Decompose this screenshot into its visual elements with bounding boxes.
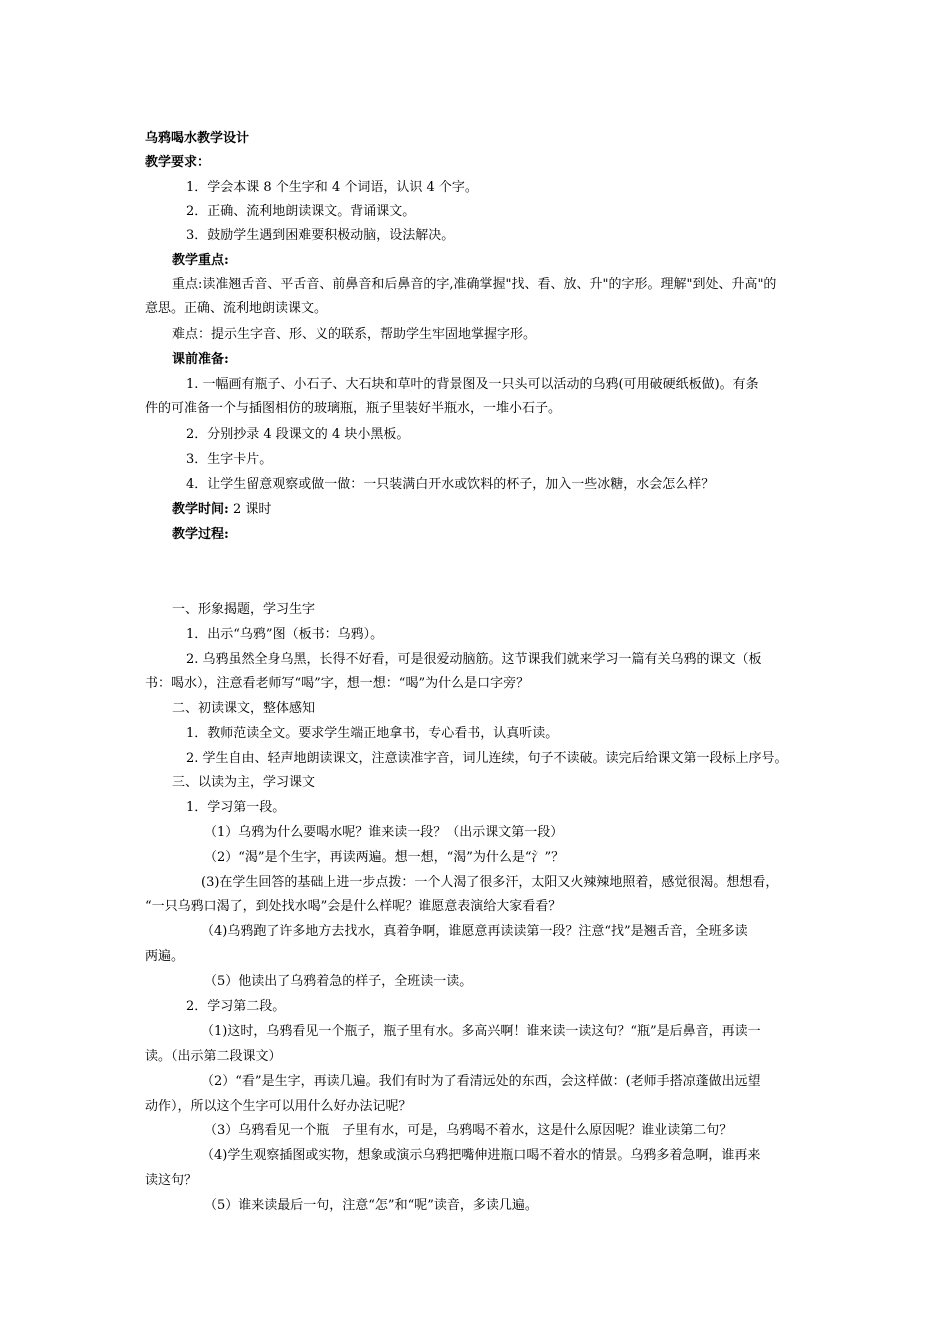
teaching-time-value: 2 课时 xyxy=(228,502,272,517)
key-points-heading: 教学重点: xyxy=(172,253,229,268)
part-1-step-4-line-1: （4)乌鸦跑了许多地方去找水，真着争啊，谁愿意再读读第一段？注意“找”是翘舌音，全班多读 xyxy=(201,924,748,939)
preparation-item-2: 2．分别抄录 4 段课文的 4 块小黑板。 xyxy=(186,427,410,442)
key-points-line-2: 意思。正确、流利地朗读课文。 xyxy=(145,301,328,316)
part-2-step-1-line-2: 读。（出示第二段课文） xyxy=(145,1049,282,1064)
section-1-title: 一、形象揭题，学习生字 xyxy=(172,602,316,617)
teaching-time-label: 教学时间: xyxy=(172,502,229,517)
preparation-item-3: 3．生字卡片。 xyxy=(186,452,273,467)
requirement-item-3: 3．鼓励学生遇到困难要积极动脑，设法解决。 xyxy=(186,228,455,243)
part-1-step-3-line-1: (3)在学生回答的基础上进一步点拨：一个人渴了很多汗，太阳又火辣辣地照着，感觉很渴。想想看， xyxy=(201,875,779,890)
requirements-heading: 教学要求： xyxy=(145,155,211,170)
section-2-item-2: 2. 学生自由、轻声地朗读课文，注意读准字音，词儿连续，句子不读破。读完后给课文第一段标上序号。 xyxy=(186,751,788,766)
section-2-title: 二、初读课文，整体感知 xyxy=(172,701,316,716)
part-1-step-5: （5）他读出了乌鸦着急的样子，全班读一读。 xyxy=(204,974,473,989)
part-2-step-1-line-1: （1)这时，乌鸦看见一个瓶子，瓶子里有水。多高兴啊！谁来读一读这句？“瓶”是后鼻音，再读一 xyxy=(201,1024,761,1039)
section-1-item-1: 1．出示“乌鸦”图（板书：乌鸦）。 xyxy=(186,627,384,642)
key-points-line-1: 重点:读准翘舌音、平舌音、前鼻音和后鼻音的字,准确掌握"找、看、放、升"的字形。理解"到处、升高"的 xyxy=(172,277,777,292)
difficulty-line: 难点：提示生字音、形、义的联系，帮助学生牢固地掌握字形。 xyxy=(172,327,537,342)
part-2-step-4-line-1: （4)学生观察插图或实物，想象或演示乌鸦把嘴伸进瓶口喝不着水的情景。乌鸦多着急啊，谁再来 xyxy=(201,1148,761,1163)
part-1-step-4-line-2: 两遍。 xyxy=(145,949,185,964)
part-1-step-1: （1）乌鸦为什么要喝水呢？谁来读一段？（出示课文第一段） xyxy=(204,825,564,840)
part-2-step-3: （3）乌鸦看见一个瓶 子里有水，可是，乌鸦喝不着水，这是什么原因呢？谁业读第二句？ xyxy=(204,1123,733,1138)
preparation-heading: 课前准备: xyxy=(172,352,229,367)
preparation-item-4: 4．让学生留意观察或做一做：一只装满白开水或饮料的杯子，加入一些冰糖，水会怎么样？ xyxy=(186,477,715,492)
preparation-item-1-line-2: 件的可准备一个与插图相仿的玻璃瓶，瓶子里装好半瓶水，一堆小石子。 xyxy=(145,401,562,416)
part-2-step-2-line-2: 动作），所以这个生字可以用什么好办法记呢？ xyxy=(145,1099,412,1114)
part-2-step-4-line-2: 读这句？ xyxy=(145,1173,198,1188)
section-1-item-2-line-2: 书：喝水），注意看老师写“喝”字，想一想：“喝”为什么是口字旁？ xyxy=(145,676,530,691)
section-2-item-1: 1．教师范读全文。要求学生端正地拿书，专心看书，认真听读。 xyxy=(186,726,559,741)
part-2-step-5: （5）谁来读最后一句，注意“怎”和“呢”读音，多读几遍。 xyxy=(204,1198,538,1213)
process-heading: 教学过程: xyxy=(172,527,229,542)
section-1-item-2-line-1: 2. 乌鸦虽然全身乌黑，长得不好看，可是很爱动脑筋。这节课我们就来学习一篇有关乌鸦的课文（板 xyxy=(186,652,762,667)
part-2-step-2-line-1: （2）“看”是生字，再读几遍。我们有时为了看清远处的东西，会这样做：(老师手搭凉蓬做出远望 xyxy=(201,1074,761,1089)
requirement-item-1: 1．学会本课 8 个生字和 4 个词语，认识 4 个字。 xyxy=(186,180,478,195)
requirement-item-2: 2．正确、流利地朗读课文。背诵课文。 xyxy=(186,204,416,219)
part-2-title: 2．学习第二段。 xyxy=(186,999,286,1014)
section-3-title: 三、以读为主，学习课文 xyxy=(172,775,316,790)
part-1-step-3-line-2: “一只乌鸦口渴了，到处找水喝”会是什么样呢？谁愿意表演给大家看看？ xyxy=(145,899,562,914)
preparation-item-1-line-1: 1. 一幅画有瓶子、小石子、大石块和草叶的背景图及一只头可以活动的乌鸦(可用破硬纸板做)。有条 xyxy=(186,377,759,392)
part-1-step-2: （2）“渴”是个生字，再读两遍。想一想，“渴”为什么是“氵”？ xyxy=(204,850,565,865)
teaching-time xyxy=(172,499,815,521)
part-1-title: 1．学习第一段。 xyxy=(186,800,286,815)
document-title: 乌鸦喝水教学设计 xyxy=(145,131,250,146)
